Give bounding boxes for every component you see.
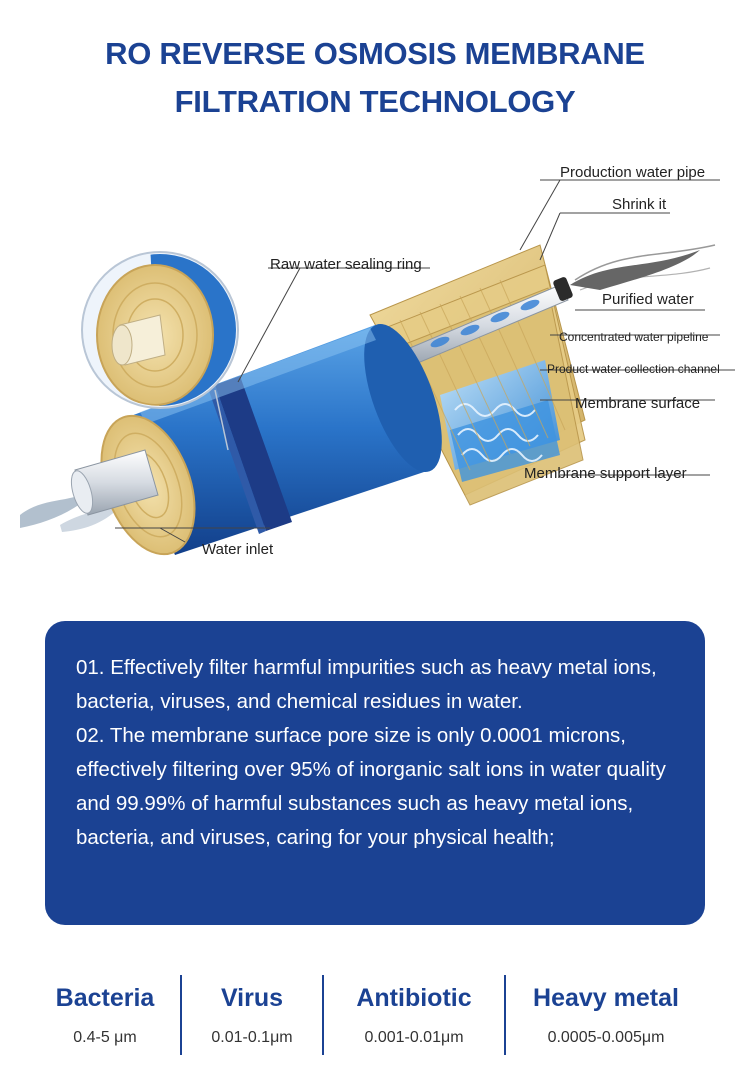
stat-size: 0.4-5 μm [73, 1029, 137, 1046]
label-purified-water: Purified water [602, 291, 694, 308]
feature-point-1: 01. Effectively filter harmful impurities such as heavy metal ions, bacteria, viruses, and chemical residues in water. [76, 656, 657, 713]
stat-size: 0.0005-0.005μm [547, 1029, 665, 1046]
filtration-size-stats [0, 975, 750, 1055]
label-water-inlet: Water inlet [202, 541, 274, 558]
ro-membrane-diagram [0, 150, 750, 580]
label-membrane-support-layer: Membrane support layer [524, 465, 687, 482]
title-line-1: RO REVERSE OSMOSIS MEMBRANE [105, 36, 645, 71]
stat-heavy-metal [506, 975, 706, 1055]
stat-bacteria [30, 975, 180, 1055]
stat-size: 0.001-0.01μm [364, 1029, 464, 1046]
label-raw-water-sealing-ring: Raw water sealing ring [270, 256, 422, 273]
label-concentrated-water-pipeline: Concentrated water pipeline [559, 330, 709, 344]
page-title [0, 30, 750, 126]
stat-name: Heavy metal [533, 984, 679, 1012]
label-production-water-pipe: Production water pipe [560, 164, 706, 181]
stat-name: Bacteria [55, 984, 155, 1012]
feature-point-2: 02. The membrane surface pore size is only 0.0001 microns, effectively filtering over 95% of inorganic salt ions in water quality and 99.99% of harmful substances such as heavy metal ions, bacteria, and viruses, caring for your physical health; [76, 724, 666, 849]
label-shrink-it: Shrink it [612, 196, 667, 213]
title-line-2: FILTRATION TECHNOLOGY [174, 84, 576, 119]
stat-size: 0.01-0.1μm [211, 1029, 293, 1046]
stat-name: Virus [220, 984, 284, 1012]
purified-water-stream [570, 245, 715, 290]
label-product-water-collection-channel: Product water collection channel [547, 362, 720, 376]
stat-name: Antibiotic [356, 984, 472, 1012]
feature-info-box [45, 621, 705, 925]
stat-virus [182, 975, 322, 1055]
stat-antibiotic [324, 975, 504, 1055]
label-membrane-surface: Membrane surface [575, 395, 701, 412]
